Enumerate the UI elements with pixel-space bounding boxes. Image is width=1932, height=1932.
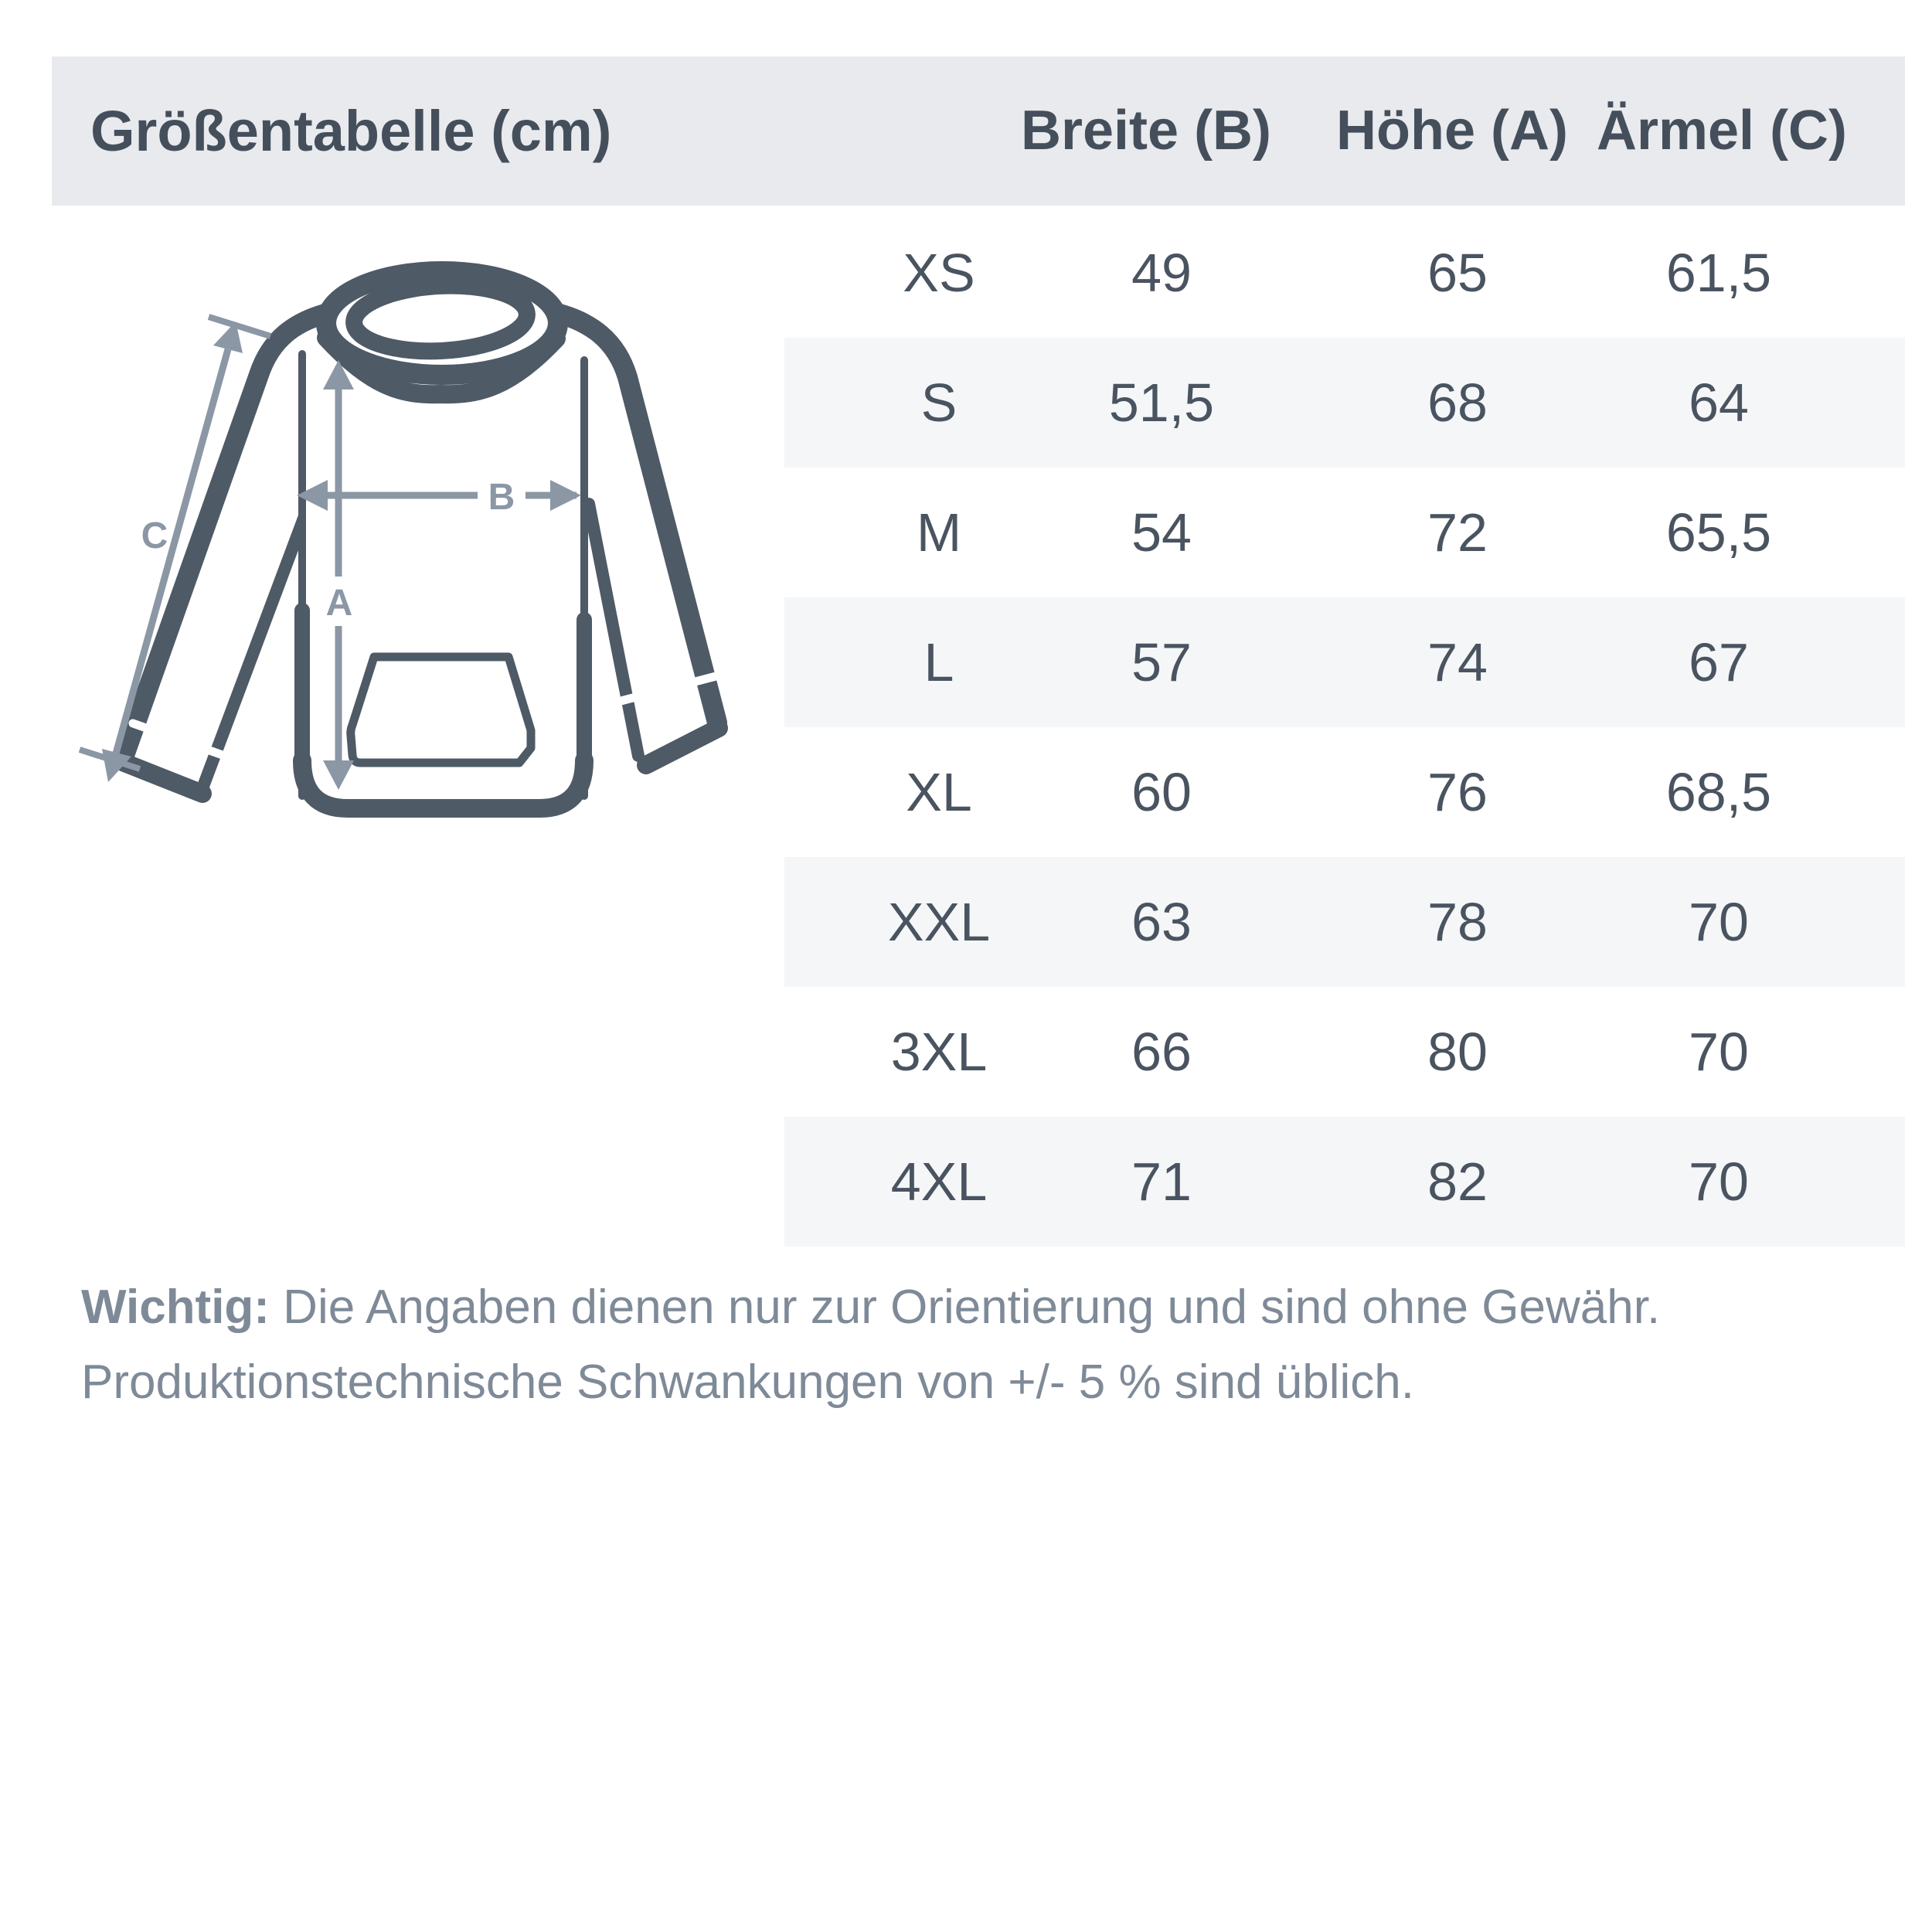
size-cell: 3XL [890, 1022, 988, 1082]
sleeve-label: C [141, 515, 168, 556]
table-row [784, 597, 1905, 727]
hoehe-cell: 76 [1427, 762, 1488, 822]
breite-cell: 63 [1131, 892, 1192, 952]
hoehe-cell: 80 [1427, 1022, 1488, 1082]
size-cell: M [916, 502, 962, 563]
breite-cell: 66 [1131, 1022, 1192, 1082]
table-row [784, 338, 1905, 468]
table-row [784, 468, 1905, 597]
table-row [784, 727, 1905, 857]
hoehe-cell: 78 [1427, 892, 1488, 952]
aermel-cell: 67 [1689, 632, 1749, 692]
hoehe-cell: 68 [1427, 372, 1488, 433]
footer-prefix: Wichtig: [81, 1281, 270, 1334]
aermel-cell: 68,5 [1665, 762, 1772, 822]
width-label: B [488, 477, 515, 518]
footer-note [81, 1270, 1882, 1420]
aermel-cell: 61,5 [1665, 243, 1772, 303]
table-row [784, 208, 1905, 338]
size-cell: 4XL [890, 1151, 988, 1212]
sleeve-measure-arrow [80, 317, 270, 782]
hoehe-cell: 74 [1427, 632, 1488, 692]
footer-line-1 [81, 1270, 1882, 1345]
height-label: A [325, 583, 353, 624]
aermel-cell: 70 [1689, 892, 1749, 952]
hoehe-cell: 72 [1427, 502, 1488, 563]
breite-cell: 54 [1131, 502, 1192, 563]
size-cell: XS [903, 243, 975, 303]
breite-cell: 71 [1131, 1151, 1192, 1212]
hoodie-measurement-diagram [39, 147, 819, 866]
breite-cell: 57 [1131, 632, 1192, 692]
table-row [784, 987, 1905, 1117]
footer-line-2: Produktionstechnische Schwankungen von +/- 5 % sind üblich. [81, 1355, 1414, 1409]
hoehe-cell: 65 [1427, 243, 1488, 303]
breite-cell: 60 [1131, 762, 1192, 822]
aermel-cell: 65,5 [1665, 502, 1772, 563]
aermel-cell: 70 [1689, 1151, 1749, 1212]
table-row [784, 857, 1905, 987]
aermel-cell: 64 [1689, 372, 1749, 433]
aermel-cell: 70 [1689, 1022, 1749, 1082]
hoehe-cell: 82 [1427, 1151, 1488, 1212]
size-table [784, 208, 1905, 1247]
table-row [784, 1117, 1905, 1247]
footer-line-1-text: Die Angaben dienen nur zur Orientierung und sind ohne Gewähr. [269, 1281, 1661, 1334]
size-cell: XXL [887, 892, 991, 952]
column-header-breite: Breite (B) [1020, 100, 1272, 162]
breite-cell: 49 [1131, 243, 1192, 303]
page-title: Größentabelle (cm) [90, 99, 612, 163]
hoodie-outline-icon [121, 271, 725, 808]
column-header-aermel: Ärmel (C) [1596, 100, 1848, 162]
breite-cell: 51,5 [1108, 372, 1215, 433]
size-cell: XL [906, 762, 972, 822]
column-header-hoehe: Höhe (A) [1336, 100, 1568, 162]
size-cell: S [920, 372, 957, 433]
size-cell: L [923, 632, 954, 692]
